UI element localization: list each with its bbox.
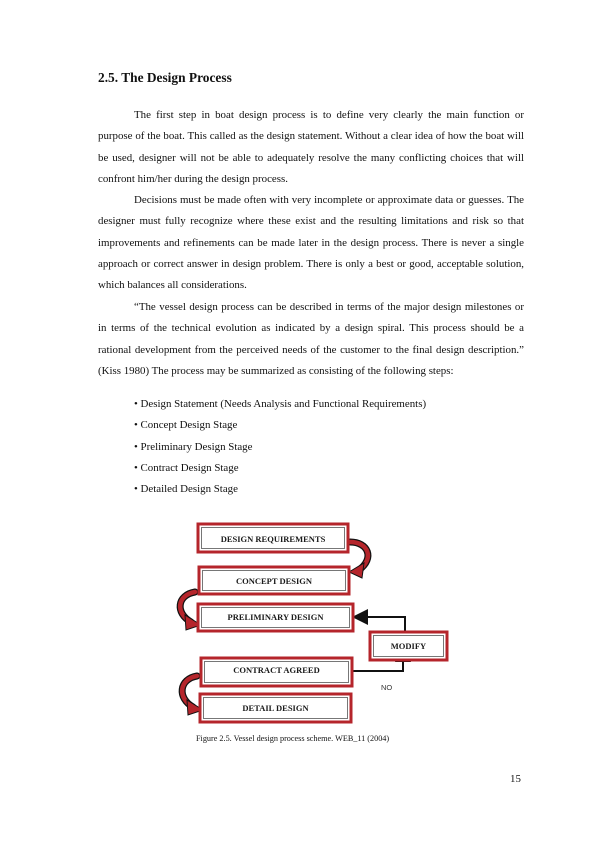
paragraph-1 bbox=[98, 105, 524, 190]
preliminary-design-box bbox=[198, 604, 353, 631]
curved-arrow-icon bbox=[349, 542, 368, 578]
step-item: • Concept Design Stage bbox=[134, 415, 426, 436]
step-item: • Design Statement (Needs Analysis and Functional Requirements) bbox=[134, 394, 426, 415]
step-item: • Detailed Design Stage bbox=[134, 479, 426, 500]
concept-design-label: CONCEPT DESIGN bbox=[235, 576, 313, 586]
design-process-diagram bbox=[165, 518, 455, 728]
detail-design-box bbox=[200, 694, 351, 722]
design-requirements-box bbox=[198, 524, 348, 552]
section-heading: 2.5. The Design Process bbox=[98, 70, 232, 85]
modify-box bbox=[370, 632, 447, 660]
contract-agreed-label: CONTRACT AGREED bbox=[233, 665, 320, 675]
paragraph-1-text: The first step in boat design process is to define very clearly the main function or purpose of the boat. This called as the design statement. Without a clear idea of how the boat will be used, designer will not be able to adequately resolve the many conflicting choices that will confront him/her during the design process. bbox=[98, 109, 524, 185]
paragraph-2 bbox=[98, 190, 524, 296]
design-steps-list bbox=[134, 394, 426, 500]
concept-design-box bbox=[199, 567, 349, 594]
step-item: • Contract Design Stage bbox=[134, 458, 426, 479]
modify-label: MODIFY bbox=[390, 641, 427, 651]
detail-design-label: DETAIL DESIGN bbox=[242, 703, 309, 713]
preliminary-design-label: PRELIMINARY DESIGN bbox=[227, 612, 324, 622]
paragraph-3 bbox=[98, 297, 524, 382]
page-number: 15 bbox=[510, 773, 521, 785]
design-requirements-label: DESIGN REQUIREMENTS bbox=[220, 534, 326, 544]
paragraph-3-text: “The vessel design process can be described in terms of the major design milestones or in terms of the technical evolution as indicated by a design spiral. This process should be a rational development from the perceived needs of the customer to the final design description.” (Kiss 1980) The process may be summarized as consisting of the following steps: bbox=[98, 301, 524, 377]
paragraph-2-text: Decisions must be made often with very incomplete or approximate data or guesses. The designer must fully recognize where these exist and the resulting limitations and risk so that improvements and refinements can be made later in the design process. There is never a single approach or correct answer in design problem. There is only a best or good, acceptable solution, which balances all considerations. bbox=[98, 194, 524, 292]
step-item: • Preliminary Design Stage bbox=[134, 437, 426, 458]
contract-agreed-box bbox=[201, 658, 352, 686]
no-label: NO bbox=[381, 683, 393, 692]
figure-caption: Figure 2.5. Vessel design process scheme. WEB_11 (2004) bbox=[196, 734, 390, 743]
